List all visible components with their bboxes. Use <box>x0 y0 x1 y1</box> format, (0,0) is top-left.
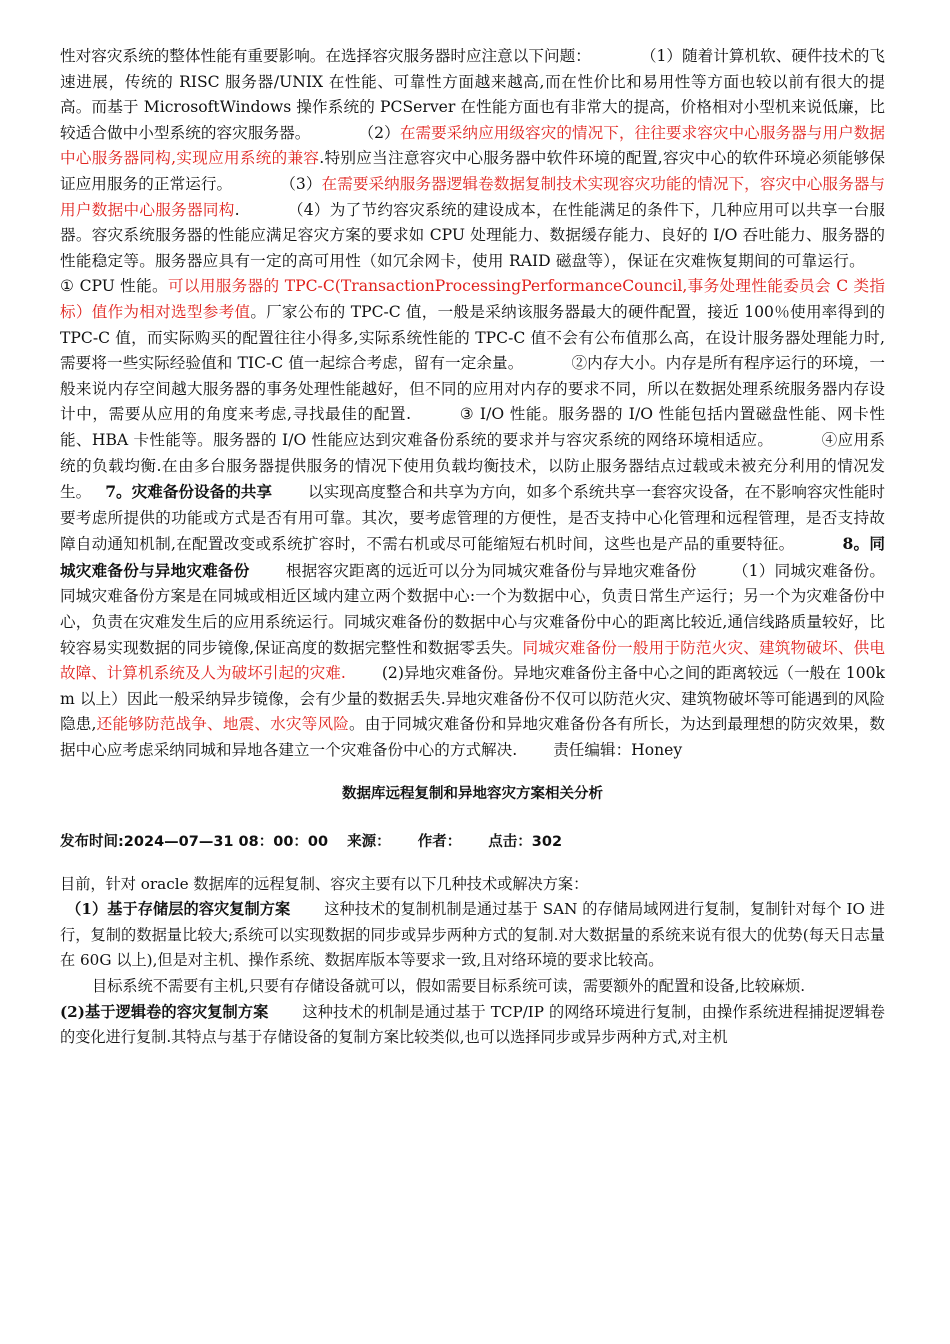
article-title: 数据库远程复制和异地容灾方案相关分析 <box>342 785 603 802</box>
text-segment: 这种技术的复制机制是通过基于 SAN 的存储局域网进行复制，复制针对每个 IO 进行，复制的数据量比较大;系统可以实现数据的同步或异步两种方式的复制.对大数据量的系统来说有很大的优势(每天日志量在 60G 以上),但是对主机、操作系统、数据库版本等要求一致,且对络环境的要求比较高。 <box>60 900 885 970</box>
text-segment: （3） <box>280 174 322 193</box>
text-segment: . <box>234 200 240 219</box>
text-segment: 以实现高度整合和共享为方向，如多个系统共享一套容灾设备，在不影响容灾性能时要考虑所提供的功能或方式是否有用可靠。其次，要考虑管理的方便性，是否支持中心化管理和远程管理，是否支持故障自动通知机制,在配置改变或系统扩容时，不需右机或尽可能缩短右机时间，这些也是产品的重要特征。 <box>60 483 885 554</box>
section-heading: 7。灾难备份设备的共享 <box>105 482 272 502</box>
highlight-red-text: 在需要采纳应用级容灾的情况下，往往要求容灾中心服务器与用户数据中心服务器同构,实现应用系统的兼容 <box>60 123 885 168</box>
intro-text: 目前，针对 oracle 数据库的远程复制、容灾主要有以下几种技术或解决方案： <box>60 874 589 893</box>
publish-time: 发布时间:2024—07—31 08：00：00 <box>60 833 329 850</box>
source-label: 来源： <box>347 833 391 850</box>
text-segment: ②内存大小。内存是所有程序运行的环境，一般来说内存空间越大服务器的事务处理性能越好，但不同的应用对内存的要求不同，所以在数据处理系统服务器内存设计中，需要从应用的角度来考虑,寻找最佳的配置. <box>60 354 885 424</box>
highlight-red-text: 在需要采纳服务器逻辑卷数据复制技术实现容灾功能的情况下，容灾中心服务器与用户数据中心服务器同构 <box>60 174 885 219</box>
text-segment: （4）为了节约容灾系统的建设成本，在性能满足的条件下，几种应用可以共享一台服器。容灾系统服务器的性能应满足容灾方案的要求如 CPU 处理能力、数据缓存能力、良好的 I/O 吞吐能力、服务器的性能稳定等。服务器应具有一定的高可用性（如冗余网卡，使用 RAID 磁盘等），保证在灾难恢复期间的可靠运行。 <box>60 200 885 270</box>
main-paragraph <box>60 44 885 764</box>
text-segment: （1）随着计算机软、硬件技术的飞速进展，传统的 RISC 服务器/UNIX 在性能、可靠性方面越来越高,而在性价比和易用性等方面也较以前有很大的提高。而基于 MicrosoftWindows 操作系统的 PCServer 在性能方面也有非常大的提高，价格相对小型机来说低廉，比较适合做中小型系统的容灾服务器。 <box>60 47 885 142</box>
author-label: 作者： <box>417 833 462 850</box>
section-heading: 8。同城灾难备份与异地灾难备份 <box>60 534 885 580</box>
article-meta <box>60 830 885 854</box>
text-segment: (2)异地灾难备份。异地灾难备份主备中心之间的距离较远（一般在 100km 以上）因此一般采纳异步镜像，会有少量的数据丢失.异地灾难备份不仅可以防范火灾、建筑物破坏等可能遇到的风险隐患, <box>60 664 885 734</box>
subsection-heading: (2)基于逻辑卷的容灾复制方案 <box>60 1002 269 1021</box>
text-segment: 这种技术的机制是通过基于 TCP/IP 的网络环境进行复制，由操作系统进程捕捉逻辑卷的变化进行复制.其特点与基于存储设备的复制方案比较类似,也可以选择同步或异步两种方式,对主机 <box>60 1002 885 1047</box>
article-body <box>60 872 885 1051</box>
text-segment: 性对容灾系统的整体性能有重要影响。在选择容灾服务器时应注意以下问题： <box>60 47 591 65</box>
editor-credit: 责任编辑：Honey <box>553 741 683 760</box>
text-segment: 。厂家公布的 TPC-C 值，一般是采纳该服务器最大的硬件配置，接近 100％使用率得到的 TPC-C 值，而实际购买的配置往往小得多,实际系统性能的 TPC-C 值不会有公布值那么高，在设计服务器处理能力时,需要将一些实际经验值和 TIC-C 值一起综合考虑，留有一定余量。 <box>60 302 885 373</box>
text-segment: （2） <box>358 123 400 142</box>
text-segment: 。由于同城灾难备份和异地灾难备份各有所长，为达到最理想的防灾效果，数据中心应考虑采纳同城和异地各建立一个灾难备份中心的方式解决. <box>60 715 885 760</box>
highlight-red-text: 同城灾难备份一般用于防范火灾、建筑物破坏、供电故障、计算机系统及人为破坏引起的灾难. <box>60 638 885 683</box>
text-segment: ④应用系统的负载均衡.在由多台服务器提供服务的情况下使用负载均衡技术，以防止服务器结点过载或未被充分利用的情况发生。 <box>60 430 885 502</box>
text-segment: 目标系统不需要有主机,只要有存储设备就可以，假如需要目标系统可读，需要额外的配置和设备,比较麻烦. <box>92 977 806 995</box>
text-segment: 根据容灾距离的远近可以分为同城灾难备份与异地灾难备份 <box>285 561 697 580</box>
highlight-red-text: 可以用服务器的 TPC-C(TransactionProcessingPerformanceCouncil,事务处理性能委员会 C 类指标）值作为相对选型参考值 <box>60 277 886 321</box>
text-segment: ③ I/O 性能。服务器的 I/O 性能包括内置磁盘性能、网卡性能、HBA 卡性能等。服务器的 I/O 性能应达到灾难备份系统的要求并与容灾系统的网络环境相适应。 <box>60 405 885 449</box>
text-segment: .特别应当注意容灾中心服务器中软件环境的配置,容灾中心的软件环境必须能够保证应用服务的正常运行。 <box>60 149 885 193</box>
subsection-heading: （1）基于存储层的容灾复制方案 <box>66 900 291 919</box>
document-page <box>60 44 885 1051</box>
click-count: 点击：302 <box>488 833 563 850</box>
text-segment: （1）同城灾难备份。同城灾难备份方案是在同城或相近区域内建立两个数据中心:一个为数据中心，负责日常生产运行；另一个为灾难备份中心，负责在灾难发生后的应用系统运行。同城灾难备份的数据中心与灾难备份中心的距离比较近,通信线路质量较好，比较容易实现数据的同步镜像,保证高度的数据完整性和数据零丢失。 <box>60 561 885 657</box>
highlight-red-text: 还能够防范战争、地震、水灾等风险 <box>96 715 349 734</box>
text-segment: ① CPU 性能。 <box>60 277 168 296</box>
